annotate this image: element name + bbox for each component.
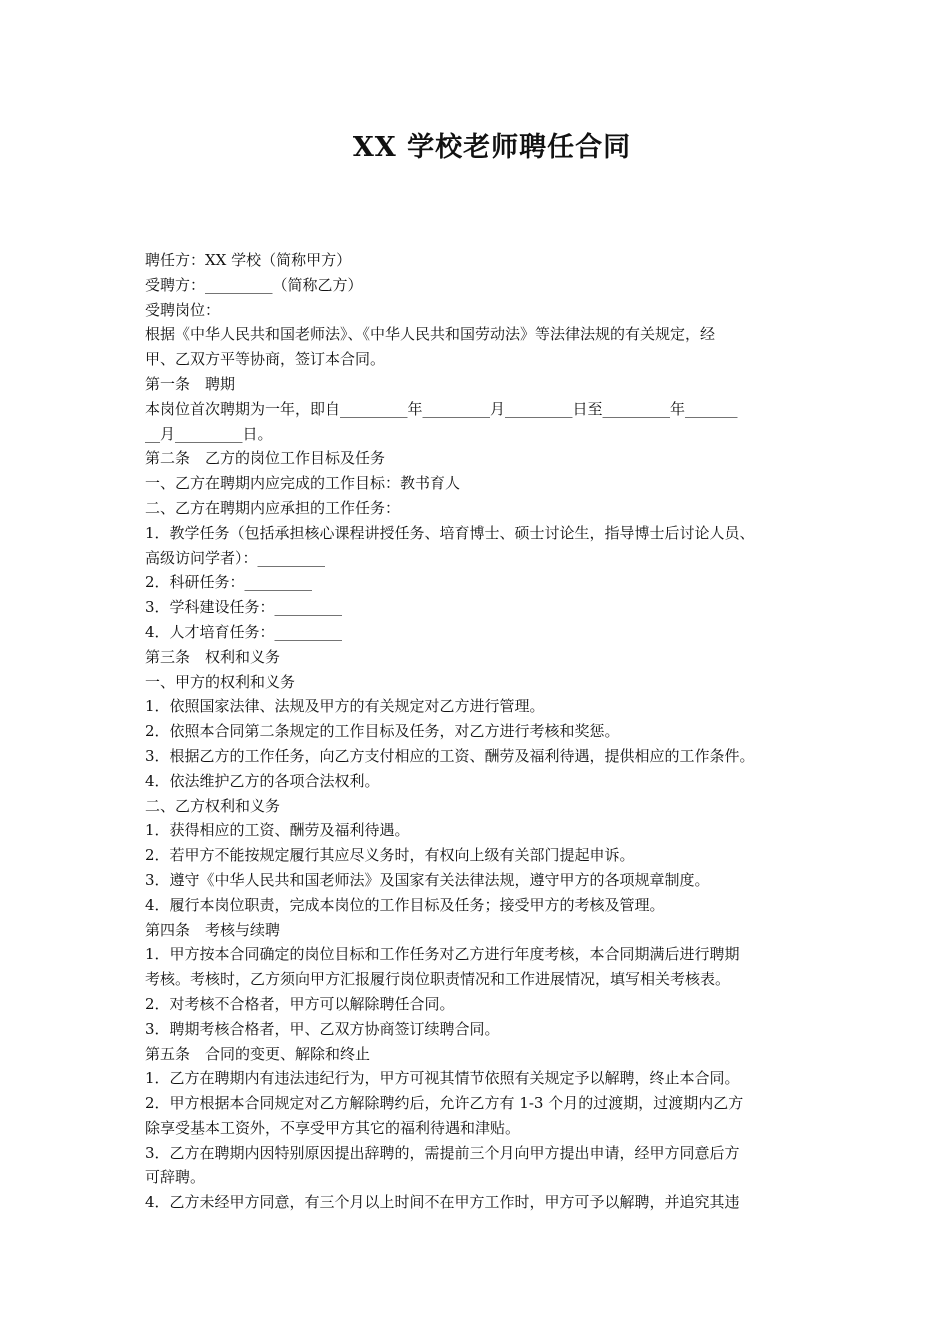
text-line: 2．若甲方不能按规定履行其应尽义务时，有权向上级有关部门提起申诉。 — [145, 846, 635, 865]
text-line: 受聘方：_________（简称乙方） — [145, 275, 363, 294]
text-line: 2．科研任务：_________ — [145, 573, 313, 592]
section-heading: 第一条 聘期 — [145, 374, 236, 393]
text-line: 二、乙方在聘期内应承担的工作任务： — [145, 498, 401, 517]
text-line: 一、甲方的权利和义务 — [145, 672, 296, 691]
text-line: 本岗位首次聘期为一年，即自_________年_________月_________日至_________年_______ — [145, 399, 738, 418]
text-line: 3．根据乙方的工作任务，向乙方支付相应的工资、酬劳及福利待遇，提供相应的工作条件。 — [145, 746, 755, 765]
text-line: 4．人才培育任务：_________ — [145, 622, 343, 641]
text-line: 2．甲方根据本合同规定对乙方解除聘约后，允许乙方有 1-3 个月的过渡期，过渡期内乙方 — [145, 1094, 744, 1113]
text-line: 一、乙方在聘期内应完成的工作目标：教书育人 — [145, 474, 461, 493]
text-line: 1．依照国家法律、法规及甲方的有关规定对乙方进行管理。 — [145, 697, 545, 716]
text-line: 二、乙方权利和义务 — [145, 796, 281, 815]
text-line: 2．对考核不合格者，甲方可以解除聘任合同。 — [145, 994, 455, 1013]
section-heading: 第三条 权利和义务 — [145, 647, 281, 666]
text-line: 1．教学任务（包括承担核心课程讲授任务、培育博士、硕士讨论生，指导博士后讨论人员、 — [145, 523, 755, 542]
section-heading: 第二条 乙方的岗位工作目标及任务 — [145, 449, 386, 468]
text-line: 4．乙方未经甲方同意，有三个月以上时间不在甲方工作时，甲方可予以解聘，并追究其违 — [145, 1193, 740, 1212]
text-line: 4．履行本岗位职责，完成本岗位的工作目标及任务；接受甲方的考核及管理。 — [145, 895, 665, 914]
text-line: 聘任方：XX 学校（简称甲方） — [145, 251, 352, 269]
text-line: 1．乙方在聘期内有违法违纪行为，甲方可视其情节依照有关规定予以解聘，终止本合同。 — [145, 1069, 740, 1088]
text-line: 3．遵守《中华人民共和国老师法》及国家有关法律法规，遵守甲方的各项规章制度。 — [145, 870, 710, 889]
text-line: 受聘岗位： — [145, 300, 221, 319]
document-body — [145, 248, 822, 1215]
section-heading: 第四条 考核与续聘 — [145, 920, 281, 939]
text-line: 1．获得相应的工资、酬劳及福利待遇。 — [145, 821, 410, 840]
text-line: 甲、乙双方平等协商，签订本合同。 — [145, 350, 386, 369]
text-line: 2．依照本合同第二条规定的工作目标及任务，对乙方进行考核和奖惩。 — [145, 722, 620, 741]
text-line: 3．聘期考核合格者，甲、乙双方协商签订续聘合同。 — [145, 1019, 500, 1038]
text-line: 4．依法维护乙方的各项合法权利。 — [145, 771, 380, 790]
text-line: 3．学科建设任务：_________ — [145, 598, 343, 617]
text-line: 根据《中华人民共和国老师法》、《中华人民共和国劳动法》等法律法规的有关规定，经 — [145, 325, 716, 344]
text-line: 高级访问学者）：_________ — [145, 548, 326, 567]
text-line: 除享受基本工资外，不享受甲方其它的福利待遇和津贴。 — [145, 1118, 521, 1137]
text-line: 考核。考核时，乙方须向甲方汇报履行岗位职责情况和工作进展情况，填写相关考核表。 — [145, 970, 731, 989]
document-title: XX 学校老师聘任合同 — [352, 132, 632, 163]
text-line: 1．甲方按本合同确定的岗位目标和工作任务对乙方进行年度考核，本合同期满后进行聘期 — [145, 945, 740, 964]
text-line: __月_________日。 — [145, 424, 273, 443]
section-heading: 第五条 合同的变更、解除和终止 — [145, 1044, 371, 1063]
text-line: 3．乙方在聘期内因特别原因提出辞聘的，需提前三个月向甲方提出申请，经甲方同意后方 — [145, 1143, 740, 1162]
text-line: 可辞聘。 — [145, 1168, 206, 1187]
